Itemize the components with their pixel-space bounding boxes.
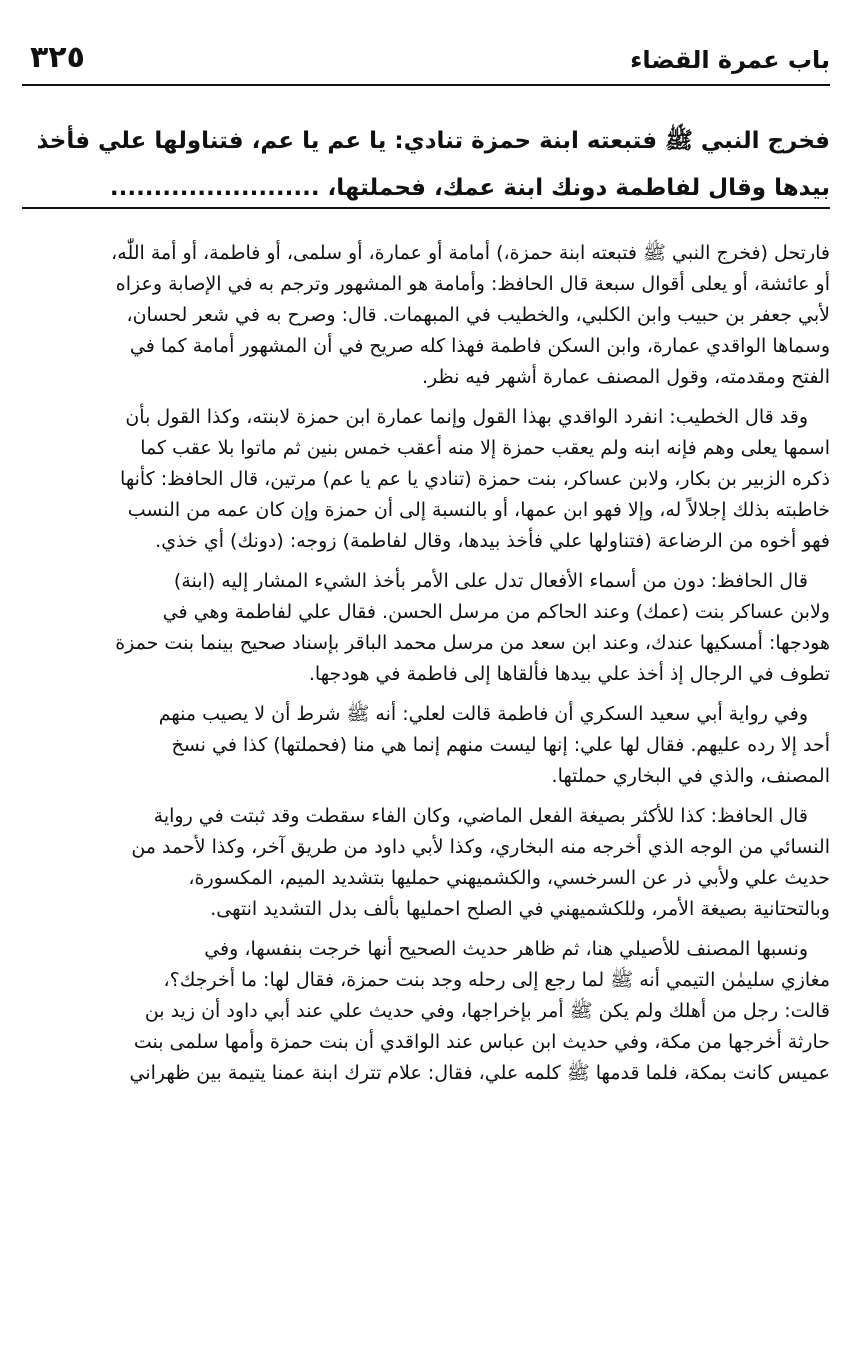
text-line: ذكره الزبير بن بكار، ولابن عساكر، بنت حمزة (تنادي يا عم يا عم) مرتين، قال الحافظ: كأنها bbox=[120, 468, 830, 490]
text-line: حارثة أخرجها من مكة، وفي حديث ابن عباس عند الواقدي أن بنت حمزة وأمها سلمى بنت bbox=[133, 1031, 830, 1053]
text-line: وفي رواية أبي سعيد السكري أن فاطمة قالت لعلي: أنه ﷺ شرط أن لا يصيب منهم bbox=[158, 703, 808, 725]
text-line: قال الحافظ: كذا للأكثر بصيغة الفعل الماضي، وكان الفاء سقطت وقد ثبتت في رواية bbox=[153, 805, 808, 827]
text-line: وسماها الواقدي عمارة، وابن السكن فاطمة فهذا كله صريح في أن المشهور أمامة كما في bbox=[129, 335, 830, 357]
text-line: أحد إلا رده عليهم. فقال لها علي: إنها ليست منهم إنما هي منا (فحملتها) كذا في نسخ bbox=[171, 734, 830, 756]
chapter-title: باب عمرة القضاء bbox=[630, 46, 830, 74]
page-header bbox=[22, 36, 830, 86]
hadith-line: بيدها وقال لفاطمة دونك ابنة عمك، فحملتها، ........................ bbox=[109, 175, 830, 201]
text-line: خاطبته بذلك إجلالاً له، وإلا فهو ابن عمها، أو بالنسبة إلى أن حمزة وإن كان عمه من النسب bbox=[127, 499, 830, 521]
commentary bbox=[22, 238, 830, 1098]
text-line: وبالتحتانية بصيغة الأمر، وللكشميهني في الصلح احمليها بألف بدل التشديد انتهى. bbox=[210, 898, 830, 920]
text-line: فارتحل (فخرج النبي ﷺ فتبعته ابنة حمزة،) أمامة أو عمارة، أو سلمى، أو فاطمة، أو أمة اللّٰه، bbox=[111, 242, 830, 264]
text-line: لأبي جعفر بن حبيب وابن الكلبي، والخطيب في المبهمات. قال: وصرح به في شعر لحسان، bbox=[126, 304, 830, 326]
text-line: المصنف، والذي في البخاري حملتها. bbox=[551, 765, 830, 787]
text-line: ولابن عساكر بنت (عمك) وعند الحاكم من مرسل الحسن. فقال علي لفاطمة وهي في bbox=[162, 601, 830, 623]
text-line: مغازي سليمٰن التيمي أنه ﷺ لما رجع إلى رحله وجد بنت حمزة، فقال لها: ما أخرجك؟، bbox=[163, 969, 830, 991]
text-line: قالت: رجل من أهلك ولم يكن ﷺ أمر بإخراجها، وفي حديث علي عند أبي داود أن زيد بن bbox=[144, 1000, 830, 1022]
text-line: تطوف في الرجال إذ أخذ علي بيدها فألقاها إلى فاطمة في هودجها. bbox=[308, 663, 830, 685]
text-line: النسائي من الوجه الذي أخرجه منه البخاري، وكذا لأبي داود من طريق آخر، وكذا لأحمد من bbox=[131, 836, 830, 858]
commentary-paragraph bbox=[22, 699, 830, 792]
text-line: اسمها يعلى وهم فإنه ابنه ولم يعقب حمزة إلا منه أعقب خمس بنين ثم ماتوا بلا عقب كما bbox=[140, 437, 830, 459]
text-line: أو عائشة، أو يعلى أقوال سبعة قال الحافظ: وأمامة هو المشهور وترجم به في الإصابة وعزاه bbox=[115, 273, 830, 295]
text-line: وقد قال الخطيب: انفرد الواقدي بهذا القول وإنما عمارة ابن حمزة لابنته، وكذا القول بأن bbox=[125, 406, 808, 428]
commentary-paragraph bbox=[22, 402, 830, 557]
text-line: حديث علي ولأبي ذر عن السرخسي، والكشميهني حمليها بتشديد الميم، المكسورة، bbox=[188, 867, 830, 889]
text-line: هودجها: أمسكيها عندك، وعند ابن سعد من مرسل محمد الباقر بإسناد صحيح بينما بنت حمزة bbox=[115, 632, 830, 654]
text-line: قال الحافظ: دون من أسماء الأفعال تدل على الأمر بأخذ الشيء المشار إليه (ابنة) bbox=[173, 570, 808, 592]
text-line: الفتح ومقدمته، وقول المصنف عمارة أشهر فيه نظر. bbox=[421, 366, 830, 388]
section-divider bbox=[22, 207, 830, 209]
hadith-text bbox=[22, 118, 830, 212]
page-number: ٣٢٥ bbox=[30, 40, 85, 75]
commentary-paragraph bbox=[22, 238, 830, 393]
commentary-paragraph bbox=[22, 934, 830, 1089]
text-line: فهو أخوه من الرضاعة (فتناولها علي فأخذ بيدها، وقال لفاطمة) زوجه: (دونك) أي خذي. bbox=[155, 530, 830, 552]
text-line: عميس كانت بمكة، فلما قدمها ﷺ كلمه علي، فقال: علام تترك ابنة عمنا يتيمة بين ظهراني bbox=[129, 1062, 830, 1084]
commentary-paragraph bbox=[22, 566, 830, 690]
text-line: ونسبها المصنف للأصيلي هنا، ثم ظاهر حديث الصحيح أنها خرجت بنفسها، وفي bbox=[204, 938, 808, 960]
hadith-line: فخرج النبي ﷺ فتبعته ابنة حمزة تنادي: يا عم يا عم، فتناولها علي فأخذ bbox=[36, 128, 830, 154]
commentary-paragraph bbox=[22, 801, 830, 925]
